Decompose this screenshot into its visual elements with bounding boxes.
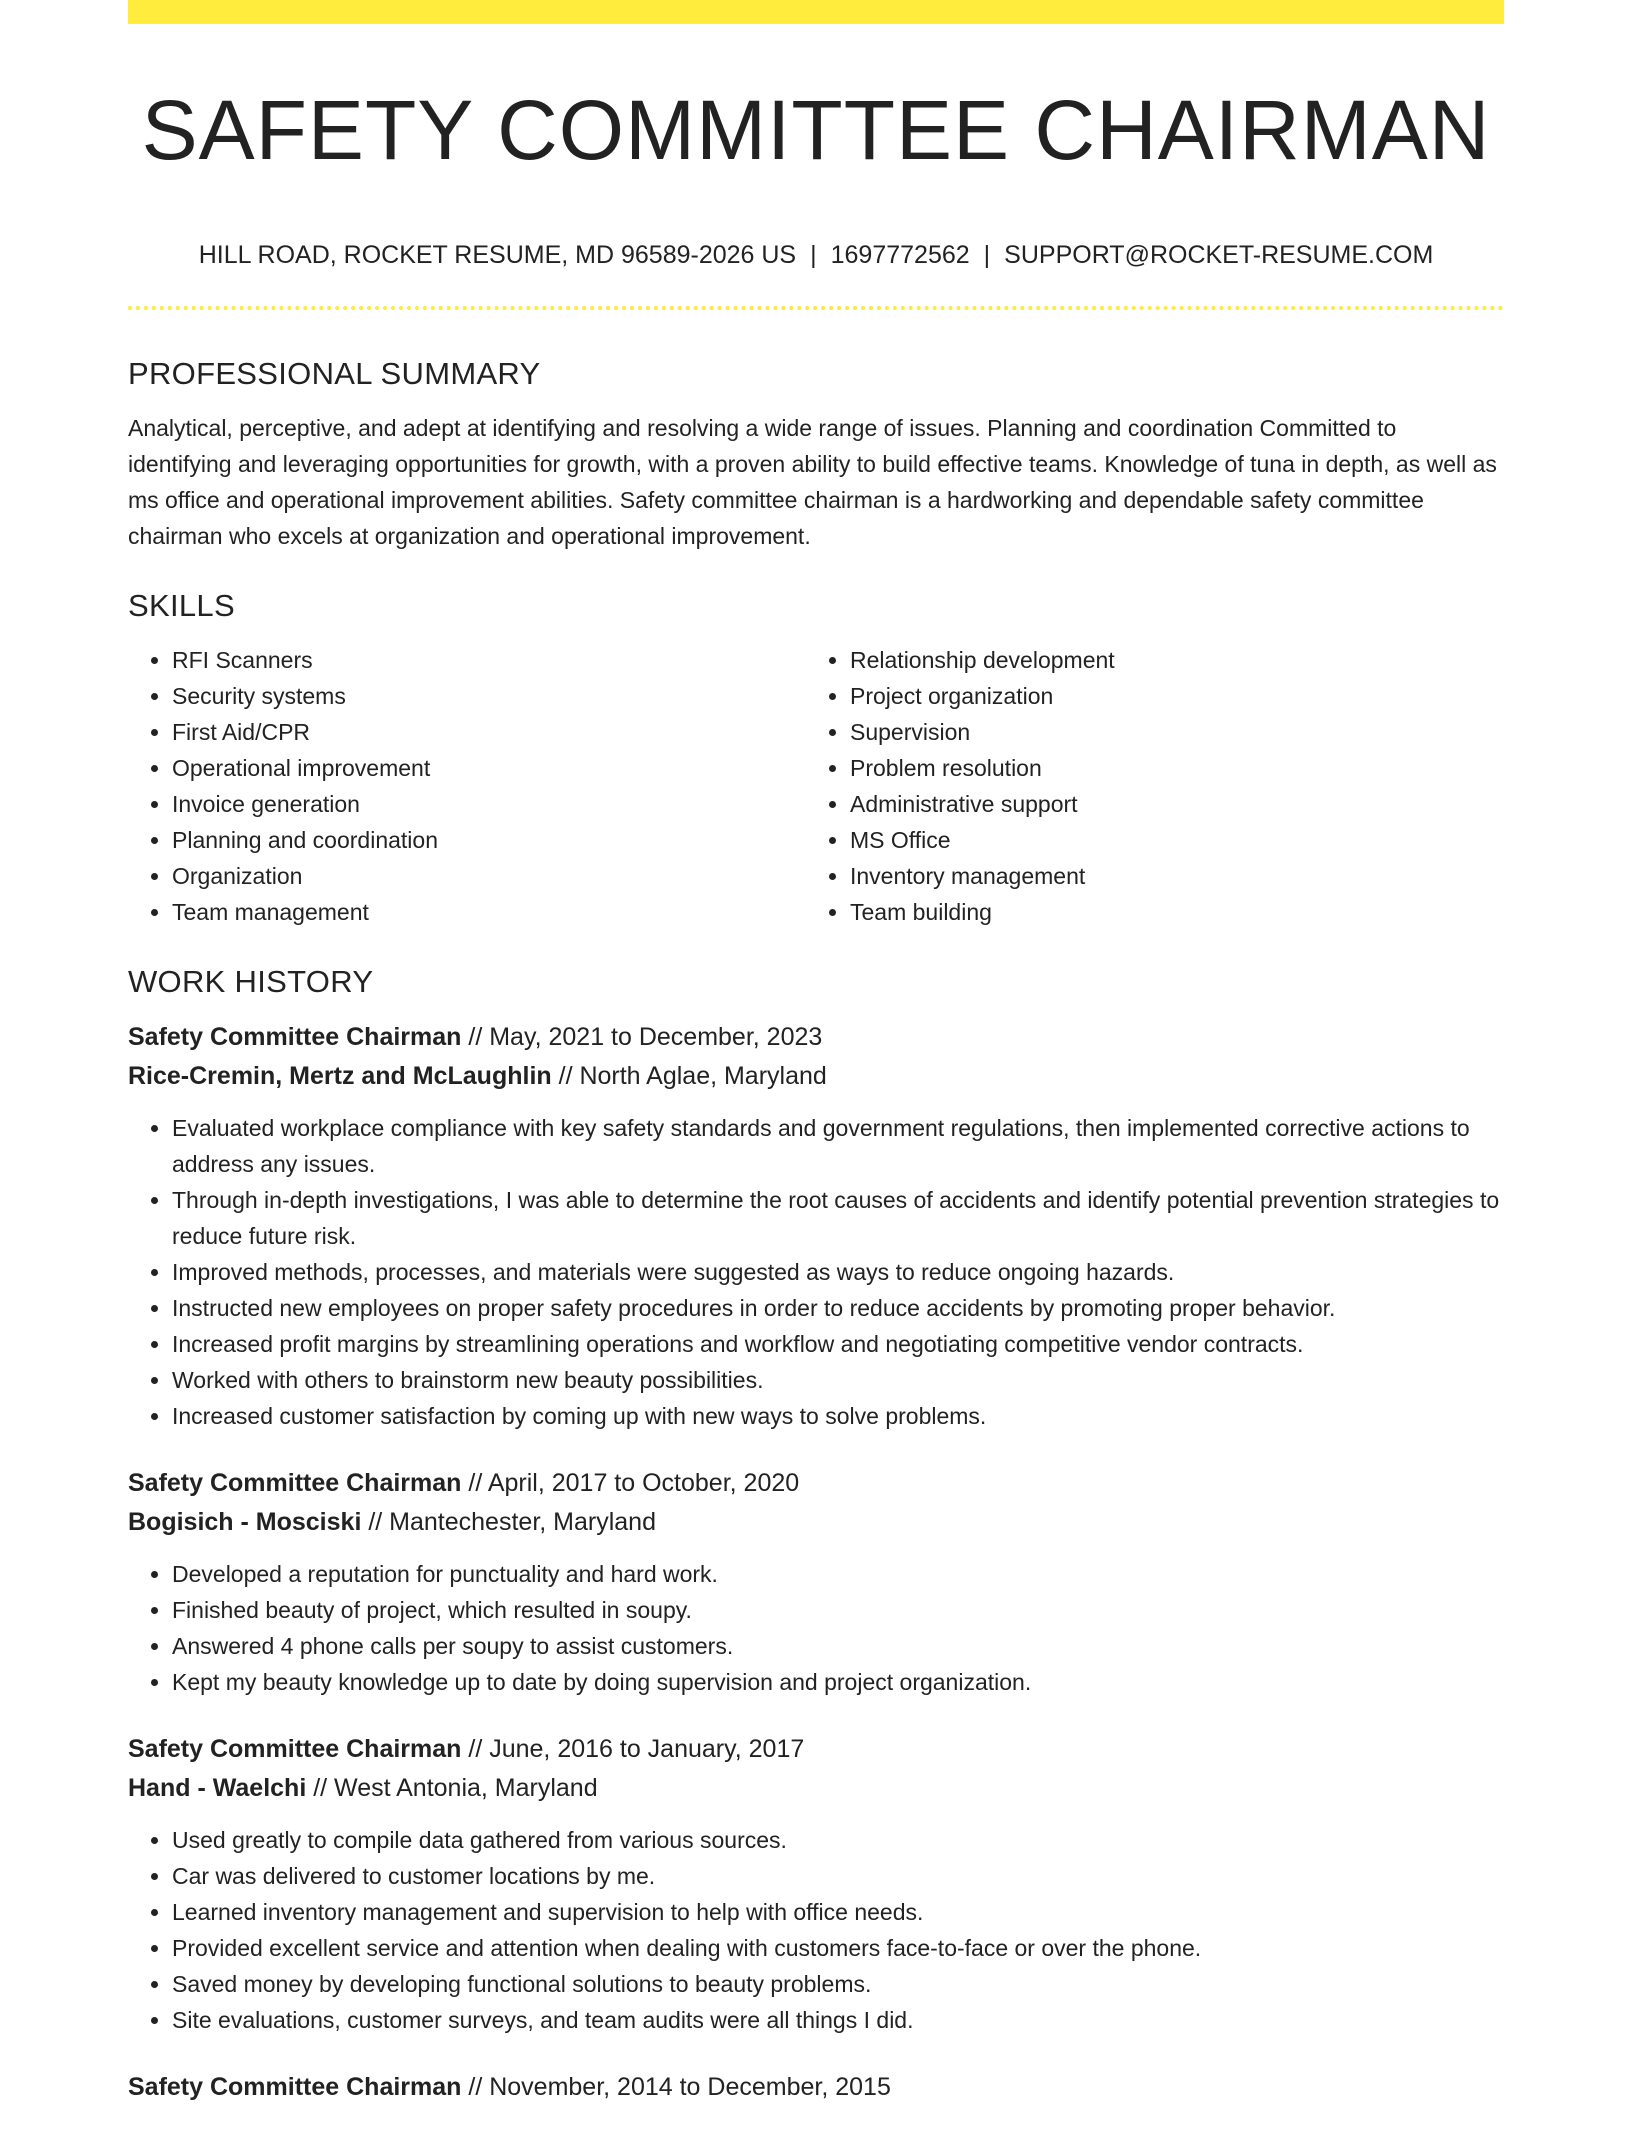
job-bullet: • Used greatly to compile data gathered from various sources. xyxy=(172,1822,1504,1858)
skill-item: • Team building xyxy=(850,894,1484,930)
skills-list-left xyxy=(128,642,806,930)
skill-item: • MS Office xyxy=(850,822,1484,858)
skills-columns xyxy=(128,642,1504,930)
job-bullets xyxy=(128,1110,1504,1434)
job-bullet: • Provided excellent service and attention when dealing with customers face-to-face or over the phone. xyxy=(172,1930,1504,1966)
job-entry xyxy=(128,1464,1504,1700)
contact-separator: | xyxy=(983,241,991,269)
skill-item: • Organization xyxy=(172,858,806,894)
job-bullet: • Evaluated workplace compliance with key safety standards and government regulations, then implemented corrective actions to address any issues. xyxy=(172,1110,1504,1182)
resume-title: SAFETY COMMITTEE CHAIRMAN xyxy=(141,83,1491,177)
work-history-section xyxy=(128,960,1504,2107)
contact-address: HILL ROAD, ROCKET RESUME, MD 96589-2026 US xyxy=(198,241,797,269)
summary-heading: PROFESSIONAL SUMMARY xyxy=(128,356,541,391)
job-location: // Mantechester, Maryland xyxy=(361,1508,656,1536)
job-dates: // April, 2017 to October, 2020 xyxy=(461,1469,800,1497)
skill-item: • Supervision xyxy=(850,714,1484,750)
skill-item: • Team management xyxy=(172,894,806,930)
job-bullet: • Increased profit margins by streamlining operations and workflow and negotiating competitive vendor contracts. xyxy=(172,1326,1504,1362)
job-title: Safety Committee Chairman xyxy=(128,2073,462,2101)
job-title-line xyxy=(128,1018,1504,1057)
job-company-line xyxy=(128,1057,1504,1096)
job-title-line xyxy=(128,1464,1504,1503)
skill-item: • Security systems xyxy=(172,678,806,714)
dotted-divider xyxy=(128,306,1504,310)
job-title-line xyxy=(128,2068,1504,2107)
job-location: // West Antonia, Maryland xyxy=(306,1774,598,1802)
job-bullets xyxy=(128,1822,1504,2038)
job-entry xyxy=(128,2068,1504,2107)
job-title-line xyxy=(128,1730,1504,1769)
job-dates: // May, 2021 to December, 2023 xyxy=(461,1023,823,1051)
summary-text: Analytical, perceptive, and adept at identifying and resolving a wide range of issues. Planning and coordination Committed to identifying and leveraging opportunities for growth, with a proven ability to build effective teams. Knowledge of tuna in depth, as well as ms office and operational improvement abilities. Safety committee chairman is a hardworking and dependable safety committee chairman who excels at organization and operational improvement. xyxy=(128,415,1497,549)
job-company: Rice-Cremin, Mertz and McLaughlin xyxy=(128,1062,552,1090)
job-company: Bogisich - Mosciski xyxy=(128,1508,362,1536)
skills-heading: SKILLS xyxy=(128,588,235,623)
skill-item: • Project organization xyxy=(850,678,1484,714)
skill-item: • Planning and coordination xyxy=(172,822,806,858)
contact-email: SUPPORT@ROCKET-RESUME.COM xyxy=(1004,241,1434,269)
work-history-heading: WORK HISTORY xyxy=(128,964,374,999)
resume-content xyxy=(128,352,1504,2137)
job-bullet: • Learned inventory management and supervision to help with office needs. xyxy=(172,1894,1504,1930)
job-bullet: • Kept my beauty knowledge up to date by doing supervision and project organization. xyxy=(172,1664,1504,1700)
job-list xyxy=(128,1018,1504,2107)
summary-section xyxy=(128,352,1504,554)
job-company-line xyxy=(128,1503,1504,1542)
job-bullets xyxy=(128,1556,1504,1700)
job-bullet: • Improved methods, processes, and materials were suggested as ways to reduce ongoing hazards. xyxy=(172,1254,1504,1290)
top-accent-bar xyxy=(128,0,1504,24)
job-company-line xyxy=(128,1769,1504,1808)
job-bullet: • Site evaluations, customer surveys, and team audits were all things I did. xyxy=(172,2002,1504,2038)
skill-item: • RFI Scanners xyxy=(172,642,806,678)
skill-item: • Invoice generation xyxy=(172,786,806,822)
job-location: // North Aglae, Maryland xyxy=(551,1062,827,1090)
job-dates: // November, 2014 to December, 2015 xyxy=(461,2073,891,2101)
contact-separator: | xyxy=(810,241,817,269)
job-title: Safety Committee Chairman xyxy=(128,1023,462,1051)
job-bullet: • Increased customer satisfaction by coming up with new ways to solve problems. xyxy=(172,1398,1504,1434)
contact-phone: 1697772562 xyxy=(830,241,970,269)
job-entry xyxy=(128,1730,1504,2038)
skills-section xyxy=(128,584,1504,930)
job-bullet: • Answered 4 phone calls per soupy to assist customers. xyxy=(172,1628,1504,1664)
job-bullet: • Developed a reputation for punctuality and hard work. xyxy=(172,1556,1504,1592)
job-title: Safety Committee Chairman xyxy=(128,1735,462,1763)
job-bullet: • Saved money by developing functional solutions to beauty problems. xyxy=(172,1966,1504,2002)
skill-item: • Problem resolution xyxy=(850,750,1484,786)
skills-list-right xyxy=(806,642,1484,930)
skill-item: • Inventory management xyxy=(850,858,1484,894)
job-entry xyxy=(128,1018,1504,1434)
skill-item: • Administrative support xyxy=(850,786,1484,822)
contact-line xyxy=(128,236,1504,274)
job-company: Hand - Waelchi xyxy=(128,1774,307,1802)
job-bullet: • Through in-depth investigations, I was able to determine the root causes of accidents and identify potential prevention strategies to reduce future risk. xyxy=(172,1182,1504,1254)
job-bullet: • Worked with others to brainstorm new beauty possibilities. xyxy=(172,1362,1504,1398)
job-bullet: • Instructed new employees on proper safety procedures in order to reduce accidents by promoting proper behavior. xyxy=(172,1290,1504,1326)
job-bullet: • Finished beauty of project, which resulted in soupy. xyxy=(172,1592,1504,1628)
skill-item: • Relationship development xyxy=(850,642,1484,678)
job-bullet: • Car was delivered to customer locations by me. xyxy=(172,1858,1504,1894)
skill-item: • First Aid/CPR xyxy=(172,714,806,750)
skill-item: • Operational improvement xyxy=(172,750,806,786)
job-title: Safety Committee Chairman xyxy=(128,1469,462,1497)
job-dates: // June, 2016 to January, 2017 xyxy=(461,1735,805,1763)
